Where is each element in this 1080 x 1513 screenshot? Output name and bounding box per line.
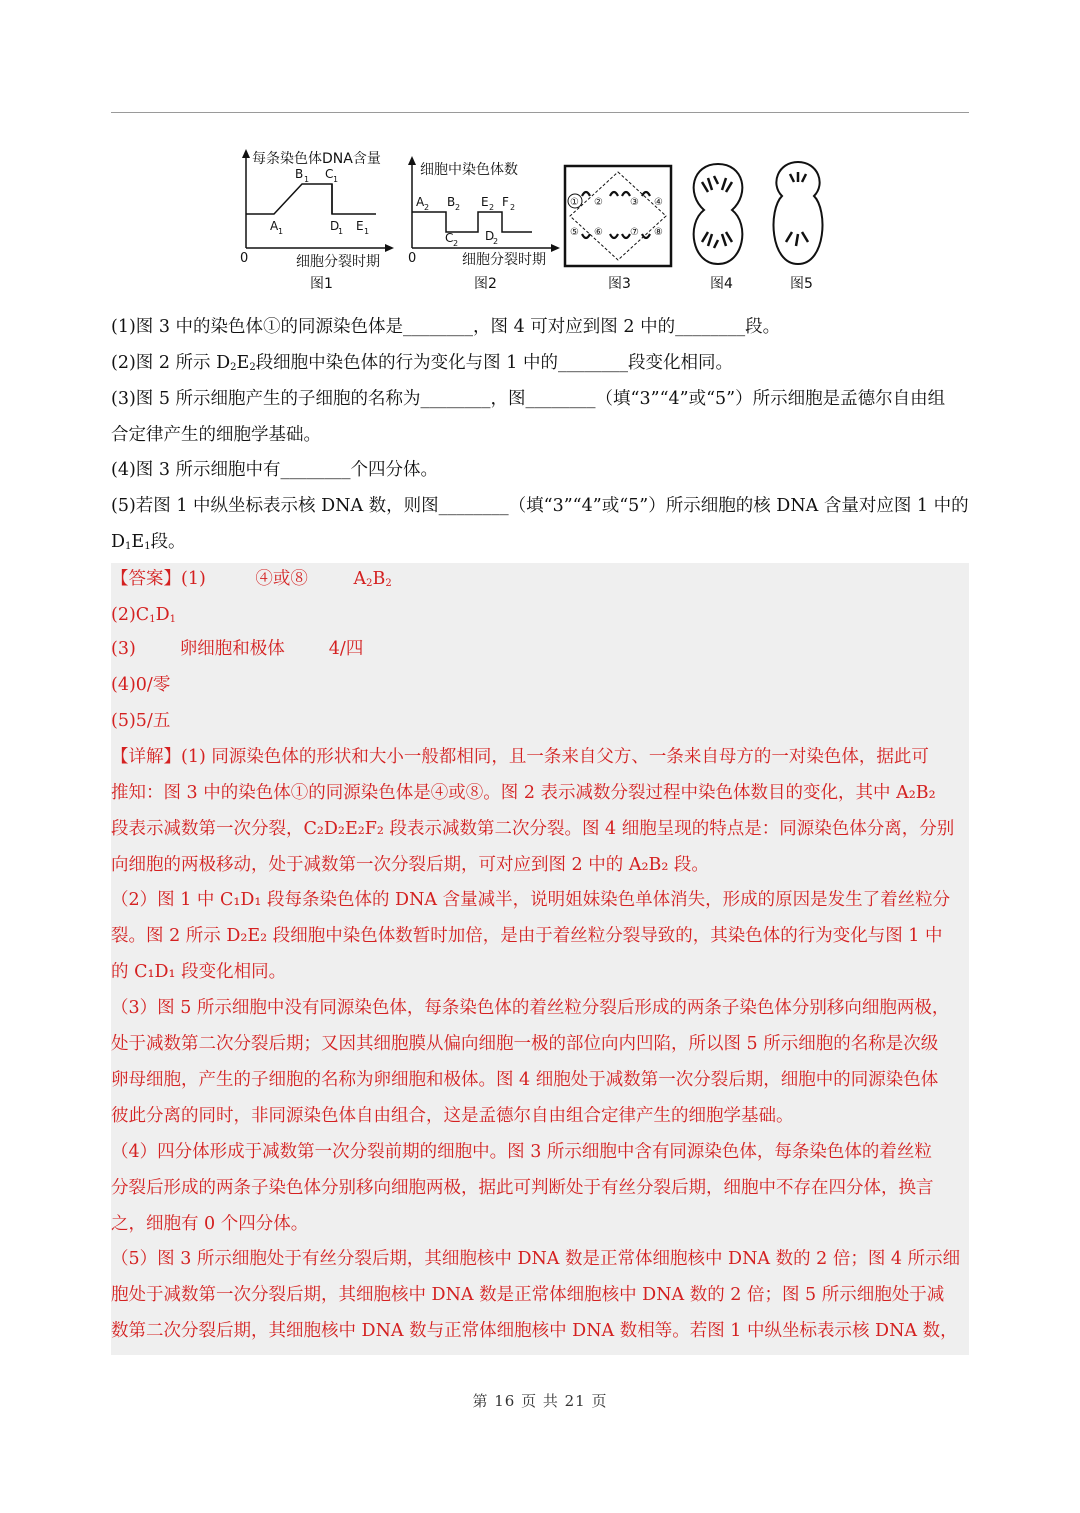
detail-5-line-2: 胞处于减数第一次分裂后期，其细胞核中 DNA 数是正常体细胞核中 DNA 数的 2 倍；图 5 所示细胞处于减 xyxy=(111,1285,945,1305)
fig1-point-e: E xyxy=(356,219,364,233)
answer-2-sub-2: 1 xyxy=(169,614,176,625)
question-1: (1)图 3 中的染色体①的同源染色体是________，图 4 可对应到图 2 中的________段。 xyxy=(111,317,781,337)
answer-1-number: (1) xyxy=(181,569,206,589)
answer-1-sub-2: 2 xyxy=(385,578,392,589)
question-3-line-2: 合定律产生的细胞学基础。 xyxy=(111,425,321,445)
detail-paragraph-5 xyxy=(111,1241,971,1349)
fig2-point-d-sub: 2 xyxy=(493,237,499,246)
fig1-caption: 图1 xyxy=(310,276,333,292)
answer-1-value-1: ④或⑧ xyxy=(255,569,308,589)
page-footer: 第 16 页 共 21 页 xyxy=(472,1392,608,1410)
detail-1-line-3: 段表示减数第一次分裂，C₂D₂E₂F₂ 段表示减数第二次分裂。图 4 细胞呈现的特点是：同源染色体分离，分别 xyxy=(111,819,955,839)
detail-paragraph-2 xyxy=(111,882,971,990)
detail-3-line-4: 彼此分离的同时，非同源染色体自由组合，这是孟德尔自由组合定律产生的细胞学基础。 xyxy=(111,1106,794,1126)
fig2-point-f-sub: 2 xyxy=(510,203,516,212)
detail-paragraph-4 xyxy=(111,1134,971,1242)
detail-4-line-1: （4）四分体形成于减数第一次分裂前期的细胞中。图 3 所示细胞中含有同源染色体，每条染色体的着丝粒 xyxy=(111,1142,932,1162)
detail-1-line-4: 向细胞的两极移动，处于减数第一次分裂后期，可对应到图 2 中的 A₂B₂ 段。 xyxy=(111,855,709,875)
fig1-ylabel: 每条染色体DNA含量 xyxy=(252,151,381,167)
fig2-point-c: C xyxy=(445,231,454,245)
fig2-origin: 0 xyxy=(408,251,417,266)
fig1-point-b-sub: 1 xyxy=(304,175,310,184)
detail-4-line-2: 分裂后形成的两条子染色体分别移向细胞两极，据此可判断处于有丝分裂后期，细胞中不存在四分体，换言 xyxy=(111,1178,934,1198)
fig2-caption: 图2 xyxy=(474,276,497,292)
question-2 xyxy=(111,345,971,386)
fig3-label-5: ⑤ xyxy=(570,227,579,238)
fig2-xlabel: 细胞分裂时期 xyxy=(462,252,546,268)
question-5-sub-2: 1 xyxy=(144,541,151,552)
question-5-part-c: 段。 xyxy=(150,532,186,552)
fig3-label-7: ⑦ xyxy=(630,227,639,238)
answer-2-part-a: (2)C xyxy=(111,605,150,625)
answer-line-1 xyxy=(111,561,971,602)
answer-line-3 xyxy=(111,631,971,667)
detail-paragraph-1 xyxy=(111,739,971,883)
question-2-part-c: 段细胞中染色体的行为变化与图 1 中的________段变化相同。 xyxy=(255,353,733,373)
answer-1-value-2a: A xyxy=(353,569,367,589)
figure-5-cell xyxy=(774,162,823,292)
fig2-point-b: B xyxy=(447,195,456,209)
fig1-point-c-sub: 1 xyxy=(333,175,339,184)
figure-4-cell xyxy=(694,164,743,292)
fig2-point-b-sub: 2 xyxy=(455,203,461,212)
fig1-point-a: A xyxy=(270,219,279,233)
answer-tag: 【答案】 xyxy=(111,569,181,589)
fig2-point-d: D xyxy=(485,229,495,243)
detail-4-line-3: 之，细胞有 0 个四分体。 xyxy=(111,1214,309,1234)
fig1-point-d: D xyxy=(330,219,340,233)
answer-1-sub-1: 2 xyxy=(366,578,373,589)
question-4: (4)图 3 所示细胞中有________个四分体。 xyxy=(111,460,439,480)
fig3-caption: 图3 xyxy=(608,276,631,292)
fig5-caption: 图5 xyxy=(790,276,813,292)
question-3-line-1: (3)图 5 所示细胞产生的子细胞的名称为________，图________（填“3”“4”或“5”）所示细胞是孟德尔自由组 xyxy=(111,389,946,409)
fig2-point-a-sub: 2 xyxy=(424,203,430,212)
question-2-sub-2: 2 xyxy=(249,362,256,373)
fig2-point-c-sub: 2 xyxy=(453,239,459,248)
question-5-line-2 xyxy=(111,524,971,565)
answer-line-5: (5)5/五 xyxy=(111,711,171,731)
fig3-label-8: ⑧ xyxy=(654,227,663,238)
figures-svg xyxy=(230,148,860,298)
fig2-point-f: F xyxy=(502,195,509,209)
detail-5-line-3: 数第二次分裂后期，其细胞核中 DNA 数与正常体细胞核中 DNA 数相等。若图 1 中纵坐标表示核 DNA 数， xyxy=(111,1321,958,1341)
detail-3-line-3: 卵母细胞，产生的子细胞的名称为卵细胞和极体。图 4 细胞处于减数第一次分裂后期，细胞中的同源染色体 xyxy=(111,1070,939,1090)
answer-2-sub-1: 1 xyxy=(149,614,156,625)
question-5-sub-1: 1 xyxy=(125,541,132,552)
fig3-label-4: ④ xyxy=(654,197,663,208)
fig3-label-1: ① xyxy=(570,197,579,208)
fig3-label-6: ⑥ xyxy=(594,227,603,238)
detail-1-line-1: 【详解】(1) 同源染色体的形状和大小一般都相同，且一条来自父方、一条来自母方的一对染色体，据此可 xyxy=(111,747,929,767)
fig1-point-a-sub: 1 xyxy=(278,227,284,236)
fig4-caption: 图4 xyxy=(710,276,733,292)
detail-3-line-1: （3）图 5 所示细胞中没有同源染色体，每条染色体的着丝粒分裂后形成的两条子染色体分别移向细胞两极， xyxy=(111,998,950,1018)
fig2-point-e-sub: 2 xyxy=(489,203,495,212)
detail-2-line-2: 裂。图 2 所示 D₂E₂ 段细胞中染色体数暂时加倍，是由于着丝粒分裂导致的，其染色体的行为变化与图 1 中 xyxy=(111,926,943,946)
header-rule xyxy=(111,112,969,113)
answer-line-4: (4)0/零 xyxy=(111,675,171,695)
detail-2-line-3: 的 C₁D₁ 段变化相同。 xyxy=(111,962,287,982)
answer-3-number: (3) xyxy=(111,639,136,659)
fig3-label-2: ② xyxy=(594,197,603,208)
question-5-line-1: (5)若图 1 中纵坐标表示核 DNA 数，则图________（填“3”“4”或“5”）所示细胞的核 DNA 含量对应图 1 中的 xyxy=(111,496,969,516)
answer-2-part-b: D xyxy=(155,605,170,625)
fig2-point-a: A xyxy=(416,195,425,209)
answer-1-value-2b: B xyxy=(372,569,386,589)
question-5-part-b: E xyxy=(131,532,145,552)
fig1-point-b: B xyxy=(295,167,304,181)
answer-3-value-2: 4/四 xyxy=(328,639,364,659)
detail-2-line-1: （2）图 1 中 C₁D₁ 段每条染色体的 DNA 含量减半，说明姐妹染色单体消失，形成的原因是发生了着丝粒分 xyxy=(111,890,951,910)
detail-3-line-2: 处于减数第二次分裂后期；又因其细胞膜从偏向细胞一极的部位向内凹陷，所以图 5 所示细胞的名称是次级 xyxy=(111,1034,939,1054)
figure-1-graph xyxy=(240,149,394,292)
question-5-part-a: D xyxy=(111,532,126,552)
figure-3-cell xyxy=(565,166,671,292)
fig1-point-c: C xyxy=(325,167,334,181)
figure-row xyxy=(230,148,860,298)
fig1-point-d-sub: 1 xyxy=(338,227,344,236)
question-2-sub-1: 2 xyxy=(230,362,237,373)
answer-3-value-1: 卵细胞和极体 xyxy=(179,639,285,659)
fig2-point-e: E xyxy=(481,195,489,209)
question-2-part-b: E xyxy=(236,353,250,373)
fig3-label-3: ③ xyxy=(630,197,639,208)
fig1-point-e-sub: 1 xyxy=(364,227,370,236)
detail-1-line-2: 推知：图 3 中的染色体①的同源染色体是④或⑧。图 2 表示减数分裂过程中染色体数目的变化，其中 A₂B₂ xyxy=(111,783,936,803)
fig2-ylabel: 细胞中染色体数 xyxy=(420,162,518,178)
detail-paragraph-3 xyxy=(111,990,971,1134)
detail-5-line-1: （5）图 3 所示细胞处于有丝分裂后期，其细胞核中 DNA 数是正常体细胞核中 DNA 数的 2 倍；图 4 所示细 xyxy=(111,1249,961,1269)
question-2-part-a: (2)图 2 所示 D xyxy=(111,353,231,373)
fig1-origin: 0 xyxy=(240,251,249,266)
figure-2-graph xyxy=(408,156,560,292)
fig1-xlabel: 细胞分裂时期 xyxy=(296,254,380,270)
